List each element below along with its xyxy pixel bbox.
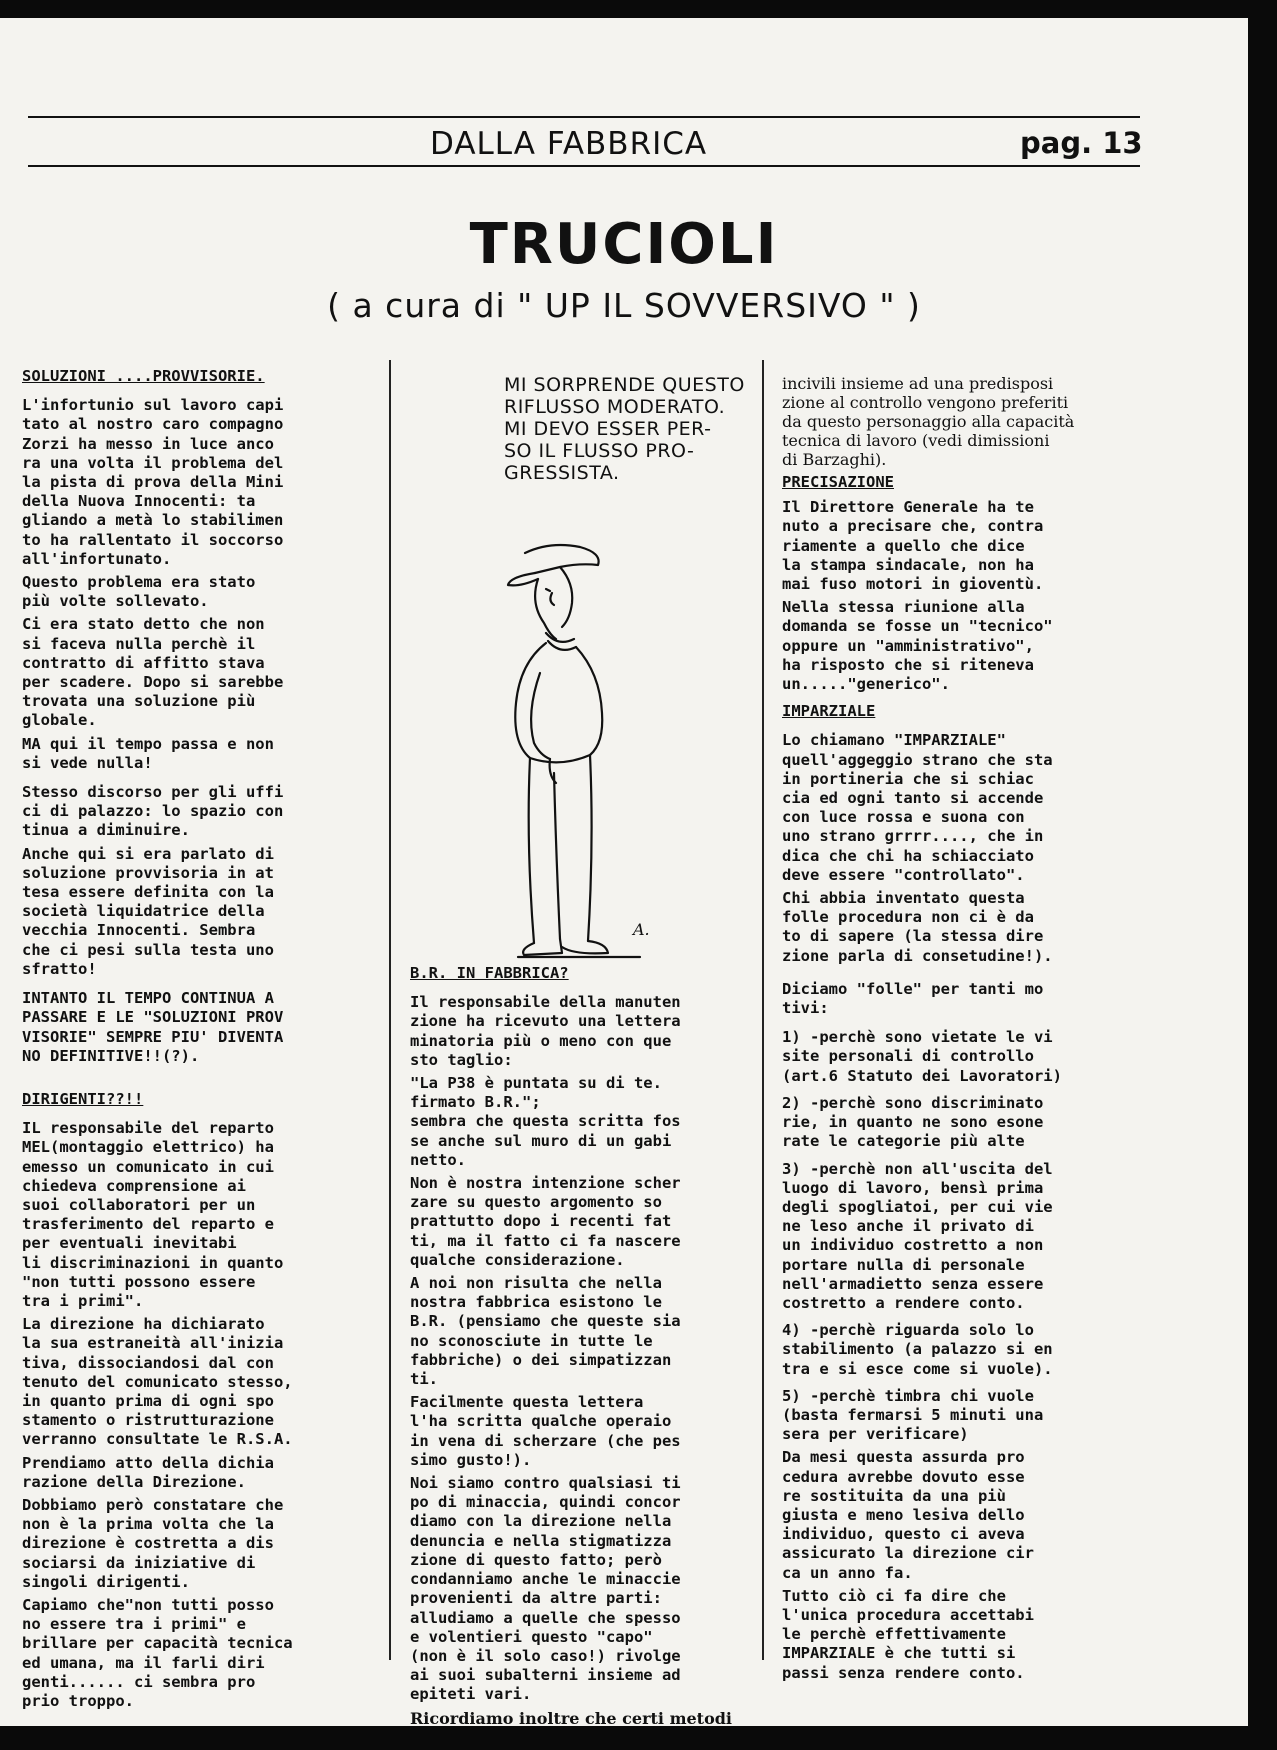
paragraph: incivili insieme ad una predisposi zione al controllo vengono preferiti da questo personaggio alla capacità tecnica di lavoro (vedi dimissioni di Barzaghi). <box>782 374 1075 469</box>
paragraph: Tutto ciò ci fa dire che l'unica procedura accettabi le perchè effettivamente IMPARZIALE è che tutti si passi senza rendere conto. <box>782 1586 1034 1682</box>
paragraph: Facilmente questa lettera l'ha scritta qualche operaio in vena di scherzare (che pes simo gusto!). <box>410 1393 681 1469</box>
column-3 <box>782 374 1134 1687</box>
article-subtitle: ( a cura di " UP IL SOVVERSIVO " ) <box>327 286 921 325</box>
cartoon-signature: A. <box>633 920 650 939</box>
paragraph: IL responsabile del reparto MEL(montaggio elettrico) ha emesso un comunicato in cui chiedeva comprensione ai suoi collaboratori per un trasferimento del reparto e per eventuali inevitabi li discriminazioni in quanto "non tutti possono essere tra i primi". <box>22 1119 284 1310</box>
paragraph: Dobbiamo però constatare che non è la prima volta che la direzione è costretta a dis sociarsi da iniziative di singoli dirigenti. <box>22 1495 284 1591</box>
list-item: 4) -perchè riguarda solo lo stabilimento (a palazzo si en tra e si esce come si vuole). <box>782 1321 1053 1378</box>
paragraph: Ricordiamo inoltre che certi metodi <box>410 1708 733 1726</box>
paragraph: Lo chiamano "IMPARZIALE" quell'aggeggio strano che sta in portineria che si schiac cia ed ogni tanto si accende con luce rossa e suona con uno strano grrrr...., che in dica che chi ha schiacciato deve essere "controllato". <box>782 731 1053 884</box>
scan-edge <box>1248 0 1277 1750</box>
list-item: 5) -perchè timbra chi vuole (basta fermarsi 5 minuti una sera per verificare) <box>782 1386 1044 1444</box>
paragraph: Il Direttore Generale ha te nuto a precisare che, contra riamente a quello che dice la stampa sindacale, non ha mai fuso motori in gioventù. <box>782 498 1044 594</box>
paragraph: Nella stessa riunione alla domanda se fosse un "tecnico" oppure un "amministrativo", ha risposto che si riteneva un....."generico". <box>782 598 1053 694</box>
header-bottom-rule <box>28 165 1140 167</box>
paragraph: Il responsabile della manuten zione ha ricevuto una lettera minatoria più o meno con que sto taglio: <box>410 993 681 1069</box>
paragraph: Noi siamo contro qualsiasi ti po di minaccia, quindi concor diamo con la direzione nella denuncia e nella stigmatizza zione di questo fatto; però condanniamo anche le minaccie provenienti da altre parti: alludiamo a quelle che spesso e volentieri questo "capo" (non è il solo caso!) rivolge ai suoi subalterni insieme ad epiteti vari. <box>410 1474 681 1704</box>
paragraph: Ci era stato detto che non si faceva nulla perchè il contratto di affitto stava per scadere. Dopo si sarebbe trovata una soluzione più globale. <box>22 615 284 730</box>
heading-dirigenti: DIRIGENTI??!! <box>22 1089 144 1108</box>
paragraph: Capiamo che"non tutti posso no essere tra i primi" e brillare per capacità tecnica ed umana, ma il farli diri genti...... ci sembra pro prio troppo. <box>22 1595 293 1710</box>
paragraph: L'infortunio sul lavoro capi tato al nostro caro compagno Zorzi ha messo in luce anco ra una volta il problema del la pista di prova della Mini della Nuova Innocenti: ta gliando a metà lo stabilimen to ha rallentato il soccorso all'infortunato. <box>22 396 284 568</box>
article-title: TRUCIOLI <box>469 212 779 277</box>
heading-soluzioni: SOLUZIONI ....PROVVISORIE. <box>22 367 265 385</box>
paragraph: A noi non risulta che nella nostra fabbrica esistono le B.R. (pensiamo che queste sia no sconosciute in tutte le fabbriche) o dei simpatizzan ti. <box>410 1274 681 1389</box>
cartoon-caption: MI SORPRENDE QUESTO RIFLUSSO MODERATO. MI DEVO ESSER PER- SO IL FLUSSO PRO- GRESSISTA. <box>504 374 745 484</box>
paragraph: Diciamo "folle" per tanti mo tivi: <box>782 979 1044 1018</box>
paragraph: La direzione ha dichiarato la sua estraneità all'inizia tiva, dissociandosi dal con tenuto del comunicato stesso, in quanto prima di ogni spo stamento o ristrutturazione verranno consultate le R.S.A. <box>22 1315 293 1449</box>
column-1 <box>22 367 380 1715</box>
paragraph: Da mesi questa assurda pro cedura avrebbe dovuto esse re sostituita da una più giusta e meno lesiva dello individuo, questo ci aveva assicurato la direzione cir ca un anno fa. <box>782 1448 1034 1582</box>
paragraph: "La P38 è puntata su di te. firmato B.R."; sembra che questa scritta fos se anche sul muro di un gabi netto. <box>410 1074 681 1169</box>
list-item: 3) -perchè non all'uscita del luogo di lavoro, bensì prima degli spogliatoi, per cui vie ne leso anche il privato di un individuo costretto a non portare nulla di personale nell'armadietto senza essere costretto a rendere conto. <box>782 1159 1053 1312</box>
man-in-cap-illustration <box>490 543 690 963</box>
newspaper-page <box>0 18 1248 1726</box>
heading-imparziale: IMPARZIALE <box>782 702 876 721</box>
header-top-rule <box>28 116 1140 118</box>
paragraph: MA qui il tempo passa e non si vede nulla! <box>22 734 274 772</box>
paragraph: Questo problema era stato più volte sollevato. <box>22 573 256 611</box>
heading-precisazione: PRECISAZIONE <box>782 473 894 491</box>
column-2 <box>410 964 755 1726</box>
list-item: 2) -perchè sono discriminato rie, in quanto ne sono esone rate le categorie più alte <box>782 1093 1044 1151</box>
page-number: pag. 13 <box>1020 126 1143 160</box>
paragraph: Prendiamo atto della dichia razione della Direzione. <box>22 1453 274 1491</box>
list-item: 1) -perchè sono vietate le vi site personali di controllo (art.6 Statuto dei Lavoratori) <box>782 1028 1062 1085</box>
column-divider-right <box>762 360 764 1660</box>
section-title: DALLA FABBRICA <box>430 126 708 162</box>
paragraph: Non è nostra intenzione scher zare su questo argomento so prattutto dopo i recenti fat ti, ma il fatto ci fa nascere qualche considerazione. <box>410 1174 681 1269</box>
paragraph: INTANTO IL TEMPO CONTINUA A PASSARE E LE "SOLUZIONI PROV VISORIE" SEMPRE PIU' DIVENTA NO DEFINITIVE!!(?). <box>22 989 284 1065</box>
heading-br-fabbrica: B.R. IN FABBRICA? <box>410 964 569 982</box>
column-divider-left <box>389 360 391 1660</box>
paragraph: Stesso discorso per gli uffi ci di palazzo: lo spazio con tinua a diminuire. <box>22 783 284 840</box>
paragraph: Chi abbia inventato questa folle procedura non ci è da to di sapere (la stessa dire zione parla di consetudine!). <box>782 889 1053 965</box>
paragraph: Anche qui si era parlato di soluzione provvisoria in at tesa essere definita con la società liquidatrice della vecchia Innocenti. Sembra che ci pesi sulla testa uno sfratto! <box>22 844 274 978</box>
